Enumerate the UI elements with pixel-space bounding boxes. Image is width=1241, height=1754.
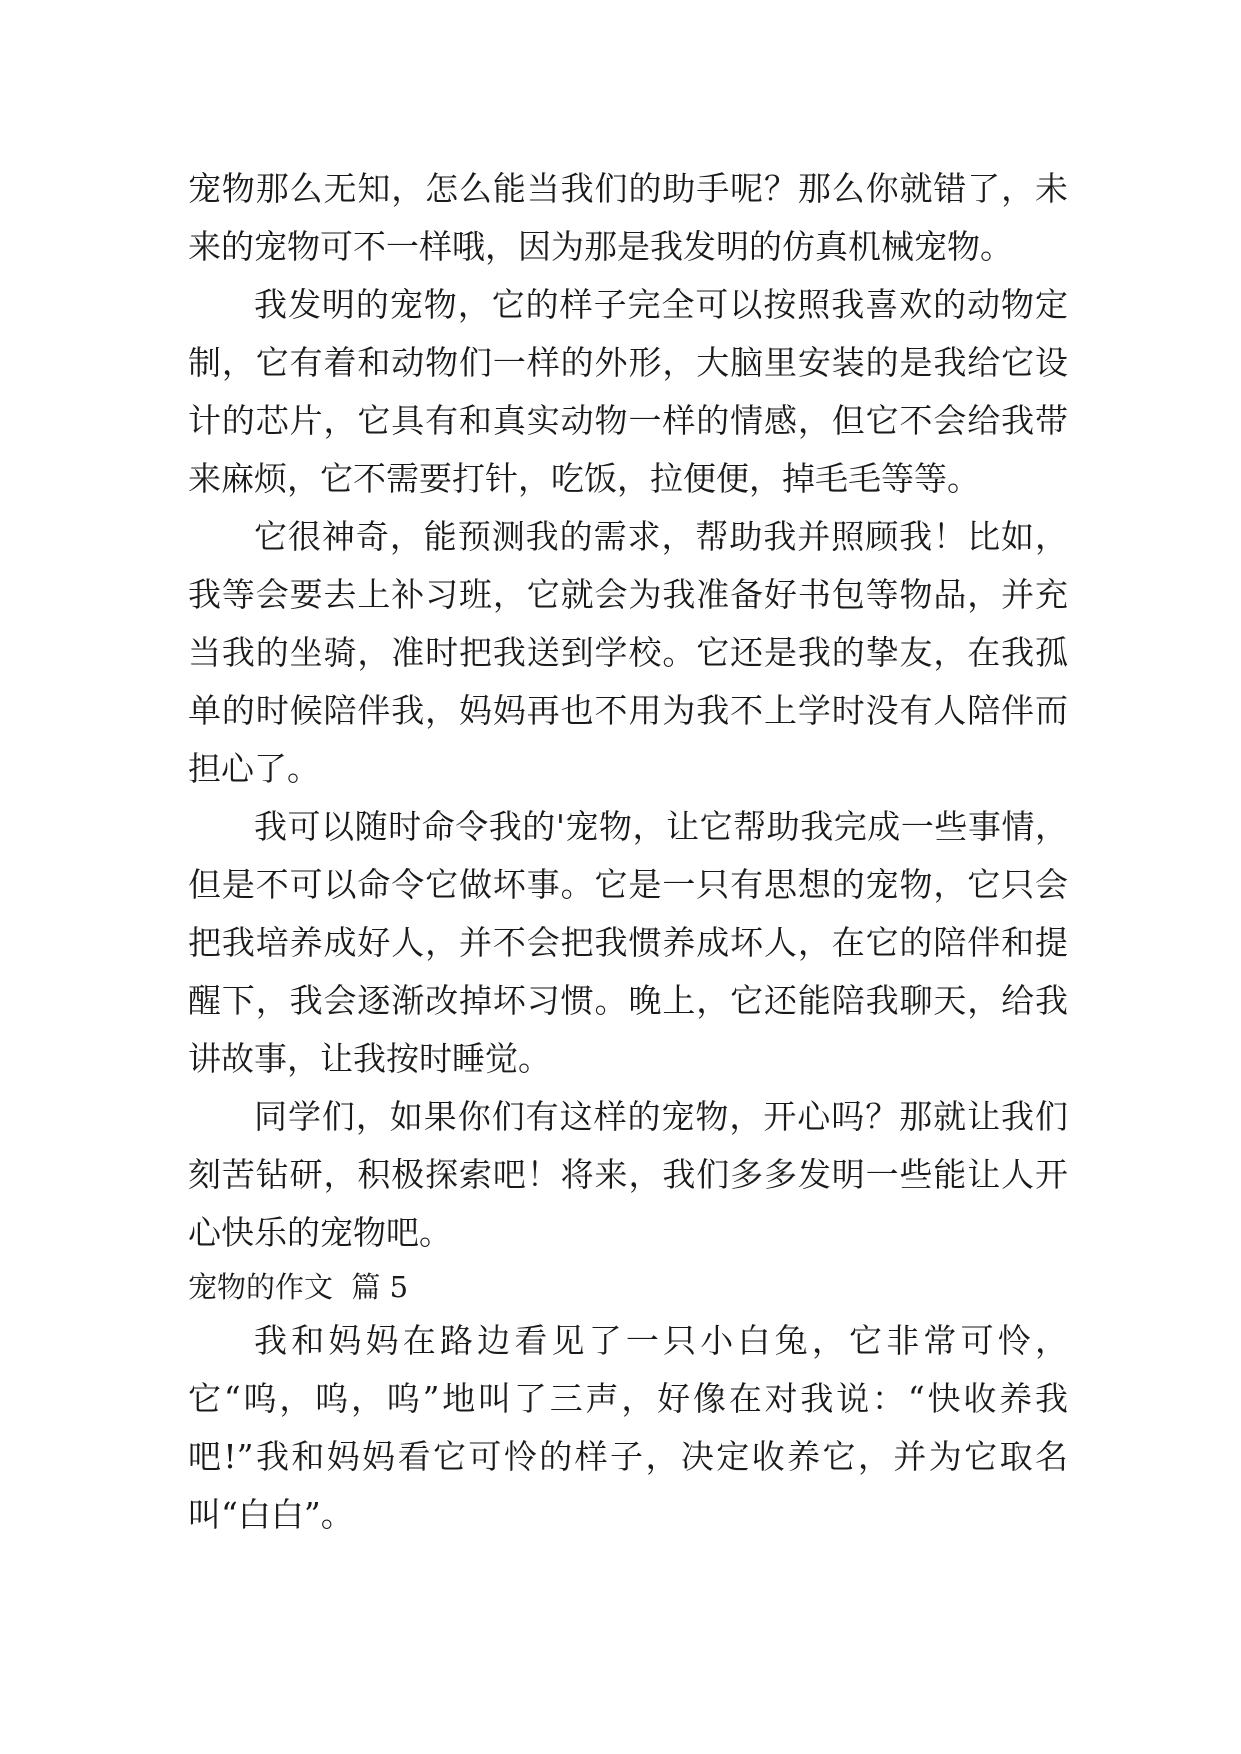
paragraph: 我和妈妈在路边看见了一只小白兔，它非常可怜，它“呜，呜，呜”地叫了三声，好像在对我说：“快收养我吧!”我和妈妈看它可怜的样子，决定收养它，并为它取名叫“白白”。 [188, 1321, 1068, 1534]
paragraph: 我可以随时命令我的'宠物，让它帮助我完成一些事情，但是不可以命令它做坏事。它是一只有思想的宠物，它只会把我培养成好人，并不会把我惯养成坏人，在它的陪伴和提醒下，我会逐渐改掉坏习惯。晚上，它还能陪我聊天，给我讲故事，让我按时睡觉。 [188, 807, 1068, 1078]
paragraph: 同学们，如果你们有这样的宠物，开心吗？那就让我们刻苦钻研，积极探索吧！将来，我们多多发明一些能让人开心快乐的宠物吧。 [188, 1097, 1068, 1252]
paragraph: 我发明的宠物，它的样子完全可以按照我喜欢的动物定制，它有着和动物们一样的外形，大脑里安装的是我给它设计的芯片，它具有和真实动物一样的情感，但它不会给我带来麻烦，它不需要打针，吃饭，拉便便，掉毛毛等等。 [188, 285, 1068, 498]
document-body [188, 160, 1068, 1544]
section-heading: 宠物的作文 篇 5 [188, 1270, 409, 1304]
paragraph: 它很神奇，能预测我的需求，帮助我并照顾我！比如，我等会要去上补习班，它就会为我准备好书包等物品，并充当我的坐骑，准时把我送到学校。它还是我的挚友，在我孤单的时候陪伴我，妈妈再也不用为我不上学时没有人陪伴而担心了。 [188, 517, 1068, 788]
paragraph-continued: 宠物那么无知，怎么能当我们的助手呢？那么你就错了，未来的宠物可不一样哦，因为那是我发明的仿真机械宠物。 [188, 169, 1068, 266]
